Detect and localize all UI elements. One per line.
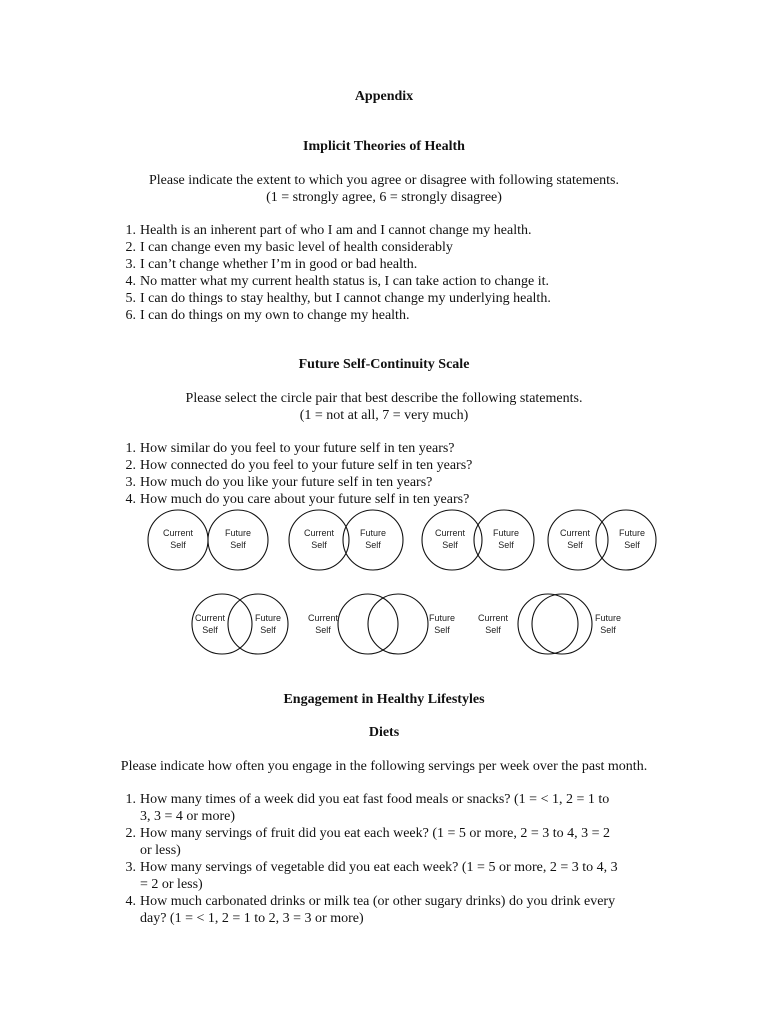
current-label: Current — [434, 528, 466, 538]
item-text-line1: How many servings of fruit did you eat each week? (1 = 5 or more, 2 = 3 to 4, 3 = 2 — [140, 826, 611, 841]
item-number: 4. — [125, 894, 136, 909]
current-label: Current — [477, 613, 509, 623]
item-text: No matter what my current health status is, I can take action to change it. — [140, 274, 549, 289]
circle-pair-2[interactable] — [289, 510, 403, 570]
item-text-line2: day? (1 = < 1, 2 = 1 to 2, 3 = 3 or more) — [140, 911, 364, 926]
future-label: Future — [594, 613, 622, 623]
item-number: 3. — [125, 860, 136, 875]
item-text: I can do things on my own to change my health. — [140, 308, 410, 323]
circle-pair-5[interactable] — [192, 594, 288, 654]
list-item — [116, 307, 676, 324]
future-label: Future — [492, 528, 520, 538]
list-item — [116, 239, 676, 256]
item-text: I can do things to stay healthy, but I cannot change my underlying health. — [140, 291, 551, 306]
circle-pairs-svg — [144, 506, 658, 656]
item-text-line2: 3, 3 = 4 or more) — [140, 809, 235, 824]
future-label: Future — [618, 528, 646, 538]
self-label: Self — [485, 625, 501, 635]
circle-pair-3[interactable] — [422, 510, 534, 570]
circle-pair-7[interactable] — [478, 594, 621, 654]
future-self-scale: (1 = not at all, 7 = very much) — [299, 408, 469, 423]
circle-pairs-figure — [144, 506, 658, 656]
item-number: 1. — [125, 441, 136, 456]
self-label: Self — [624, 540, 640, 550]
item-number: 2. — [125, 240, 136, 255]
self-label: Self — [567, 540, 583, 550]
circle-pair-1[interactable] — [148, 510, 268, 570]
item-number: 2. — [125, 458, 136, 473]
item-text-line2: or less) — [140, 843, 181, 858]
item-text-line1: How much carbonated drinks or milk tea (or other sugary drinks) do you drink every — [140, 894, 616, 909]
self-label: Self — [365, 540, 381, 550]
list-item — [116, 457, 676, 474]
list-item — [116, 791, 682, 825]
future-label: Future — [428, 613, 456, 623]
list-item — [116, 859, 682, 893]
item-number: 1. — [125, 223, 136, 238]
future-self-heading: Future Self-Continuity Scale — [298, 357, 470, 372]
item-number: 5. — [125, 291, 136, 306]
list-item — [116, 273, 676, 290]
item-number: 6. — [125, 308, 136, 323]
future-self-circle — [532, 594, 592, 654]
self-label: Self — [498, 540, 514, 550]
list-item — [116, 222, 676, 239]
future-label: Future — [254, 613, 282, 623]
future-self-circle — [228, 594, 288, 654]
future-self-items-list — [116, 440, 676, 508]
current-self-circle — [192, 594, 252, 654]
future-label: Future — [359, 528, 387, 538]
item-number: 2. — [125, 826, 136, 841]
item-number: 3. — [125, 475, 136, 490]
current-label: Current — [559, 528, 591, 538]
item-number: 4. — [125, 492, 136, 507]
future-label: Future — [224, 528, 252, 538]
self-label: Self — [170, 540, 186, 550]
diets-subheading: Diets — [368, 725, 400, 740]
item-text-line1: How many servings of vegetable did you eat each week? (1 = 5 or more, 2 = 3 to 4, 3 — [140, 860, 618, 875]
self-label: Self — [442, 540, 458, 550]
implicit-theories-heading: Implicit Theories of Health — [303, 139, 465, 154]
circle-pair-4[interactable] — [548, 510, 656, 570]
engagement-heading: Engagement in Healthy Lifestyles — [283, 692, 485, 707]
list-item — [116, 893, 682, 927]
list-item — [116, 290, 676, 307]
list-item — [116, 256, 676, 273]
diets-items-list — [116, 791, 682, 927]
item-text-line2: = 2 or less) — [140, 877, 203, 892]
circle-pair-6[interactable] — [308, 594, 455, 654]
item-text: How connected do you feel to your future self in ten years? — [140, 458, 473, 473]
diets-instruction: Please indicate how often you engage in the following servings per week over the past month. — [120, 759, 648, 774]
item-number: 3. — [125, 257, 136, 272]
current-self-circle — [518, 594, 578, 654]
item-text-line1: How many times of a week did you eat fast food meals or snacks? (1 = < 1, 2 = 1 to — [140, 792, 610, 807]
item-text: Health is an inherent part of who I am and I cannot change my health. — [140, 223, 532, 238]
current-label: Current — [307, 613, 339, 623]
item-number: 4. — [125, 274, 136, 289]
item-text: I can’t change whether I’m in good or bad health. — [140, 257, 418, 272]
future-self-instruction: Please select the circle pair that best describe the following statements. — [185, 391, 583, 406]
implicit-items-list — [116, 222, 676, 324]
self-label: Self — [434, 625, 450, 635]
implicit-scale: (1 = strongly agree, 6 = strongly disagree) — [266, 190, 502, 205]
self-label: Self — [600, 625, 616, 635]
current-label: Current — [194, 613, 226, 623]
current-label: Current — [303, 528, 335, 538]
self-label: Self — [311, 540, 327, 550]
item-text: How much do you like your future self in ten years? — [140, 475, 433, 490]
list-item — [116, 825, 682, 859]
self-label: Self — [260, 625, 276, 635]
item-number: 1. — [125, 792, 136, 807]
item-text: How similar do you feel to your future self in ten years? — [140, 441, 455, 456]
item-text: I can change even my basic level of health considerably — [140, 240, 453, 255]
self-label: Self — [315, 625, 331, 635]
appendix-title: Appendix — [354, 89, 414, 104]
current-label: Current — [162, 528, 194, 538]
list-item — [116, 440, 676, 457]
item-text: How much do you care about your future self in ten years? — [140, 492, 470, 507]
implicit-instruction: Please indicate the extent to which you agree or disagree with following statements. — [148, 173, 620, 188]
self-label: Self — [202, 625, 218, 635]
self-label: Self — [230, 540, 246, 550]
list-item — [116, 474, 676, 491]
